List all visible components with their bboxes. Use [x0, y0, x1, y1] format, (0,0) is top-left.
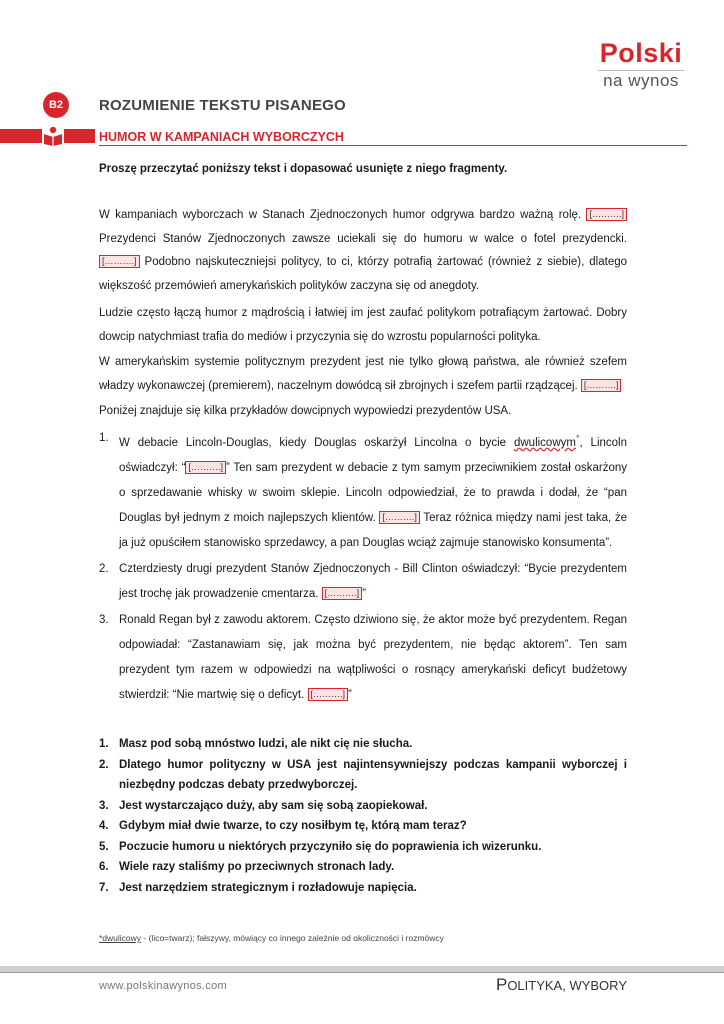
fragment-text: Jest wystarczająco duży, aby sam się sobą zaopiekował. — [119, 799, 428, 812]
list-number: 5. — [99, 840, 109, 853]
page-title: ROZUMIENIE TEKSTU PISANEGO — [99, 97, 346, 114]
list-item — [99, 734, 627, 755]
list-number: 3. — [99, 799, 109, 812]
fragment-text: Poczucie humoru u niektórych przyczyniło się do poprawienia ich wizerunku. — [119, 840, 542, 853]
gap-blank: [……….] — [581, 379, 622, 392]
fragments-list — [99, 734, 627, 898]
list-number: 1. — [99, 738, 109, 750]
example-text: Ronald Regan był z zawodu aktorem. Często dziwiono się, że aktor może być prezydentem. Regan odpowiadał: “Zastanawiam się, jak można być prezydentem, nie będąc aktorem”. Ten sam prezydent tym razem w odpowiedzi na wątpliwości o rosnący amerykański deficyt budżetowy stwierdził: “Nie martwię się o deficyt. — [119, 613, 627, 701]
footnoted-word: dwulicowym — [513, 436, 576, 449]
example-text: ” — [362, 587, 366, 600]
paragraph-text: W amerykańskim systemie politycznym prezydent jest nie tylko głową państwa, ale również szefem władzy wykonawczej (premierem), naczelnym dowódcą sił zbrojnych i szefem partii rządzącej. — [99, 356, 627, 392]
paragraph-text: W kampaniach wyborczach w Stanach Zjednoczonych humor odgrywa bardzo ważną rolę. — [99, 209, 582, 221]
paragraph-text: Prezydenci Stanów Zjednoczonych zawsze uciekali się do humoru w walce o fotel prezydencki. — [99, 232, 627, 245]
example-text: ” — [348, 688, 352, 701]
brand-logo — [596, 38, 686, 90]
example-text: Czterdziesty drugi prezydent Stanów Zjednoczonych - Bill Clinton oświadczył: “Bycie prezydentem jest trochę jak prowadzenie cmentarza. — [119, 562, 627, 600]
list-item — [99, 557, 627, 607]
logo-main-text: Polski — [599, 38, 683, 68]
level-badge: B2 — [43, 92, 69, 118]
subtitle-divider — [99, 145, 687, 146]
paragraph-text: Podobno najskuteczniejsi politycy, to ci, którzy potrafią żartować (również z siebie), dlatego większość przemówień amerykańskich polityków zaczyna się od anegdoty. — [99, 256, 628, 292]
list-number: 2. — [99, 758, 109, 771]
fragment-text: Masz pod sobą mnóstwo ludzi, ale nikt cię nie słucha. — [119, 738, 413, 750]
footnote-text: - (lico=twarz); fałszywy, mówiący co innego zależnie od okoliczności i rozmówcy — [141, 933, 444, 943]
example-text: , Lincoln oświadczył: “ — [119, 436, 627, 474]
list-number: 1. — [99, 432, 109, 444]
list-item — [99, 796, 627, 817]
gap-blank: [……….] — [379, 511, 420, 524]
task-instruction: Proszę przeczytać poniższy tekst i dopasować usunięte z niego fragmenty. — [99, 163, 508, 175]
fragment-text: Wiele razy staliśmy po przeciwnych stronach lady. — [119, 861, 395, 873]
fragment-text: Jest narzędziem strategicznym i rozładowuje napięcia. — [119, 881, 417, 894]
list-number: 2. — [99, 562, 109, 575]
list-item — [99, 857, 627, 878]
footer-website[interactable]: www.polskinawynos.com — [99, 980, 227, 992]
topic-initial: P — [495, 975, 508, 994]
logo-sub-text: na wynos — [603, 71, 679, 90]
list-item — [99, 755, 627, 796]
paragraph-text: Ludzie często łączą humor z mądrością i łatwiej im jest zaufać politykom potrafiącym żartować. Dobry dowcip natychmiast trafia do mediów i przyczynia się do wzrostu popularności polityka. — [99, 307, 627, 343]
gap-blank: [……….] — [185, 461, 226, 474]
list-item — [99, 816, 627, 837]
list-number: 6. — [99, 861, 109, 873]
footnote-mark: * — [575, 433, 580, 443]
list-item — [99, 878, 627, 899]
example-text: Teraz różnica między nami jest taka, że ja już opuściłem stanowisko sprzedawcy, a pan Douglas wciąż zajmuje stanowisko konsumenta”. — [119, 511, 627, 549]
gap-blank: [……….] — [322, 587, 363, 600]
gap-blank: [……….] — [586, 208, 627, 221]
footer-divider — [0, 972, 724, 973]
footer-topic — [482, 975, 627, 995]
footnote — [99, 933, 444, 943]
footnote-word: *dwulicowy — [99, 933, 142, 943]
list-item — [99, 837, 627, 858]
paragraph-text: Poniżej znajduje się kilka przykładów dowcipnych wypowiedzi prezydentów USA. — [99, 405, 512, 417]
list-number: 7. — [99, 881, 109, 894]
paragraph-3 — [99, 351, 627, 398]
gap-blank: [……….] — [308, 688, 349, 701]
paragraph-2 — [99, 302, 627, 349]
gap-blank: [……….] — [99, 255, 140, 268]
fragment-text: Gdybym miał dwie twarze, to czy nosiłbym tę, którą mam teraz? — [119, 820, 467, 832]
list-number: 4. — [99, 820, 109, 832]
example-text: W debacie Lincoln-Douglas, kiedy Douglas oskarżył Lincolna o bycie — [119, 436, 507, 449]
list-item — [99, 608, 627, 708]
fragment-text: Dlatego humor polityczny w USA jest najintensywniejszy podczas kampanii wyborczej i niezbędny podczas debaty przedwyborczej. — [119, 758, 627, 791]
book-icon — [42, 126, 64, 146]
paragraph-4 — [99, 400, 627, 424]
example-text: ” Ten sam prezydent w debacie z tym samym przeciwnikiem został oskarżony o sprzedawanie whisky w swoim sklepie. Lincoln odpowiedział, że to prawda i dodał, że “pan Douglas był jednym z moich najlepszych klientów. — [119, 461, 627, 524]
list-item — [99, 426, 627, 556]
paragraph-1 — [99, 204, 627, 298]
list-number: 3. — [99, 613, 109, 626]
examples-list — [99, 426, 627, 708]
section-subtitle: HUMOR W KAMPANIACH WYBORCZYCH — [99, 130, 344, 144]
topic-rest: OLITYKA, WYBORY — [507, 978, 627, 993]
